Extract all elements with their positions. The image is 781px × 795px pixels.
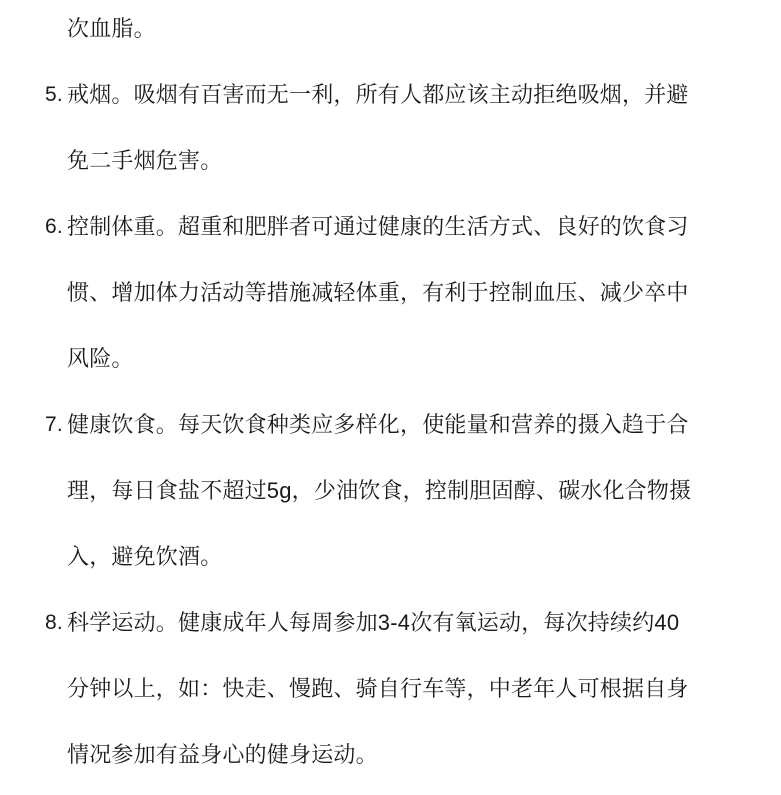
list-item-number: 5. <box>45 83 63 106</box>
document-line <box>0 260 781 326</box>
document-line <box>0 62 781 128</box>
list-item-text: 控制体重。超重和肥胖者可通过健康的生活方式、良好的饮食习 <box>67 214 689 239</box>
list-item-text: 免二手烟危害。 <box>67 148 223 173</box>
document-line <box>0 194 781 260</box>
document-line <box>0 326 781 392</box>
document-line <box>0 524 781 590</box>
list-item-number: 7. <box>45 413 63 436</box>
list-item-number: 6. <box>45 215 63 238</box>
list-item-text: 健康饮食。每天饮食种类应多样化，使能量和营养的摄入趋于合 <box>67 412 689 437</box>
list-item-text: 情况参加有益身心的健身运动。 <box>67 742 378 767</box>
list-item-text: 风险。 <box>67 346 134 371</box>
list-item-text: 入，避免饮酒。 <box>67 544 223 569</box>
list-item-text: 科学运动。健康成年人每周参加3-4次有氧运动，每次持续约40 <box>67 610 680 635</box>
list-item-text: 次血脂。 <box>67 16 156 41</box>
list-item-text: 戒烟。吸烟有百害而无一利，所有人都应该主动拒绝吸烟，并避 <box>67 82 689 107</box>
document-line <box>0 0 781 62</box>
list-item-number: 8. <box>45 611 63 634</box>
list-item-text: 分钟以上，如：快走、慢跑、骑自行车等，中老年人可根据自身 <box>67 676 689 701</box>
document-line <box>0 128 781 194</box>
document-line <box>0 590 781 656</box>
document-line <box>0 722 781 788</box>
document-line <box>0 458 781 524</box>
document-line <box>0 656 781 722</box>
document-line <box>0 392 781 458</box>
list-item-text: 理，每日食盐不超过5g，少油饮食，控制胆固醇、碳水化合物摄 <box>67 478 692 503</box>
list-item-text: 惯、增加体力活动等措施减轻体重，有利于控制血压、减少卒中 <box>67 280 689 305</box>
